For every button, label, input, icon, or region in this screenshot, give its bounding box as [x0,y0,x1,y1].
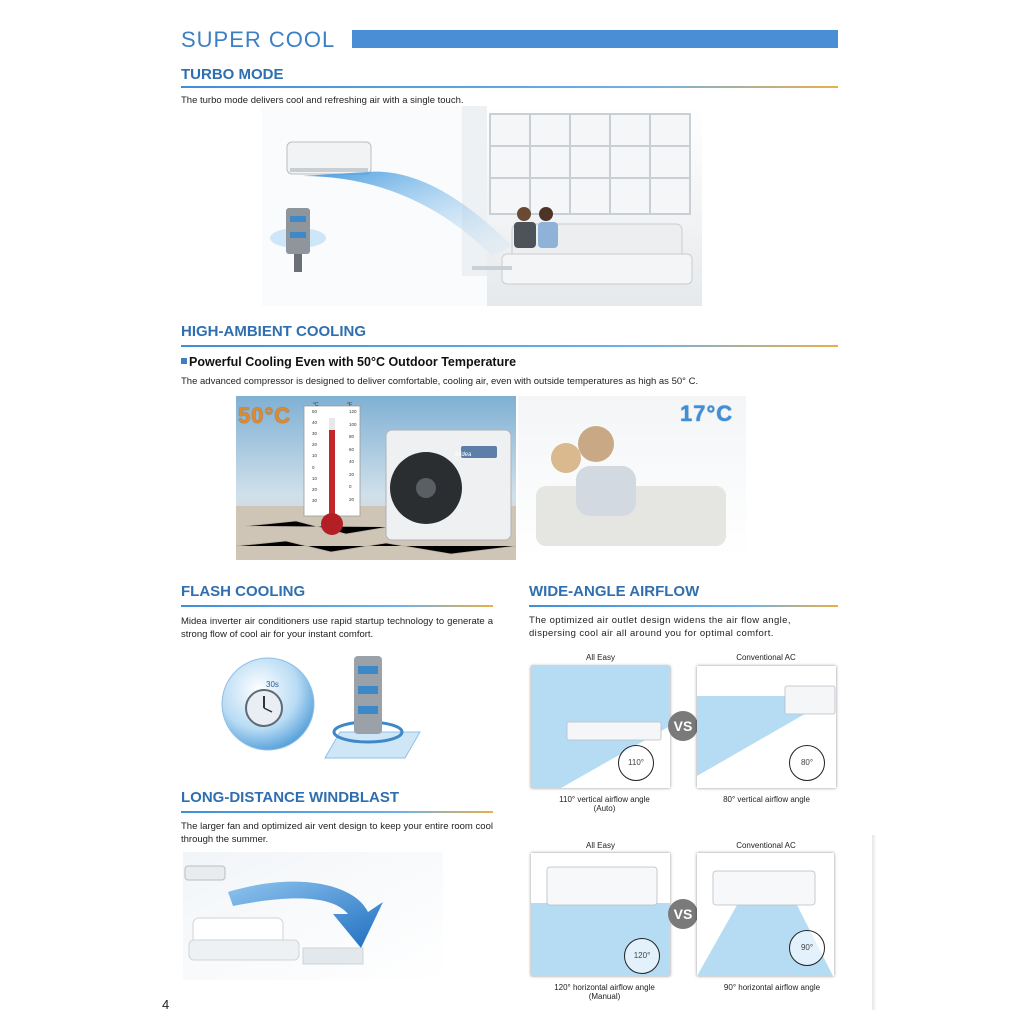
title-bar [352,30,838,48]
thermo-f-tick: 20 [349,471,355,477]
thermo-c-tick: 30 [312,497,318,503]
ambient-text: The advanced compressor is designed to deliver comfortable, cooling air, even with outside temperatures as high as 50° C. [181,376,699,387]
thermo-f-tick: 120 [349,409,357,414]
windblast-heading: LONG-DISTANCE WINDBLAST [181,789,400,806]
thermo-f-tick: 60 [349,446,355,452]
thermo-f-tick: 100 [349,421,357,427]
row2-right-caption: 90° horizontal airflow angle [723,983,821,992]
ambient-heading: HIGH-AMBIENT COOLING [181,323,366,340]
thermo-c-tick: 20 [312,486,318,492]
row2-vs-badge: VS [668,899,698,929]
thermo-c-scale [312,409,322,509]
row2-right-title: Conventional AC [736,841,796,850]
row2-left-title: All Easy [586,841,615,850]
ambient-rule [181,345,838,347]
thermo-f-scale [349,409,361,509]
wide-heading: WIDE-ANGLE AIRFLOW [529,583,700,600]
thermo-f-tick: 0 [349,484,352,489]
flash-image [220,652,430,764]
wide-text: The optimized air outlet design widens the air flow angle, dispersing cool air all around you for optimal comfort. [529,615,791,639]
thermo-c-tick: 50 [312,409,318,414]
row1-left-caption [531,795,678,813]
indoor-temp: 17°C [680,401,734,426]
windblast-rule [181,811,493,813]
timer-label: 30s [266,680,279,689]
row2-right-angle-icon: 90° [789,930,825,966]
row1-right-title: Conventional AC [736,653,796,662]
wide-rule [529,605,838,607]
thermo-c-tick: 40 [312,420,318,426]
row1-left-caption-line2: (Auto) [593,804,616,813]
thermo-c-tick: 10 [312,453,318,459]
thermo-f-tick: 80 [349,434,355,439]
outdoor-temp: 50°C [238,403,292,428]
ambient-subheading-text: Powerful Cooling Even with 50°C Outdoor Temperature [189,355,517,369]
page-title: SUPER COOL [181,27,336,52]
brand-logo: Midea [455,452,472,458]
page-edge-shadow [872,835,876,1010]
row1-right-angle-icon: 80° [789,745,825,781]
row2-left-angle-icon: 120° [624,938,660,974]
flash-text: Midea inverter air conditioners use rapid startup technology to generate a strong flow of cool air for your instant comfort. [181,616,493,640]
turbo-heading: TURBO MODE [181,66,284,83]
flash-heading: FLASH COOLING [181,583,306,600]
row2-left-caption-line1: 120° horizontal airflow angle [554,983,655,992]
thermo-c-tick: 10 [312,475,318,481]
thermo-c-tick: 30 [312,431,318,437]
turbo-rule [181,86,838,88]
windblast-text: The larger fan and optimized air vent design to keep your entire room cool through the summer. [181,821,493,845]
thermo-c-tick: 0 [312,464,315,470]
thermo-f-tick: 20 [349,496,355,502]
thermo-f-tick: 40 [349,459,355,464]
row2-left-caption [531,983,678,1001]
flash-rule [181,605,493,607]
windblast-image [183,852,443,980]
row1-left-title: All Easy [586,653,615,662]
thermo-c-tick: 20 [312,442,318,448]
thermo-c-label: °C [313,402,319,408]
thermo-f-label: °F [347,402,353,408]
row1-left-caption-line1: 110° vertical airflow angle [559,795,650,804]
ambient-subheading [181,355,516,369]
turbo-text: The turbo mode delivers cool and refreshing air with a single touch. [181,95,464,106]
row1-left-angle-icon: 110° [618,745,654,781]
page-number: 4 [162,997,170,1012]
row2-left-caption-line2: (Manual) [588,992,621,1001]
row1-right-caption: 80° vertical airflow angle [723,795,810,804]
row1-vs-badge: VS [668,711,698,741]
turbo-image [262,106,702,306]
bullet-square-icon [181,358,187,364]
